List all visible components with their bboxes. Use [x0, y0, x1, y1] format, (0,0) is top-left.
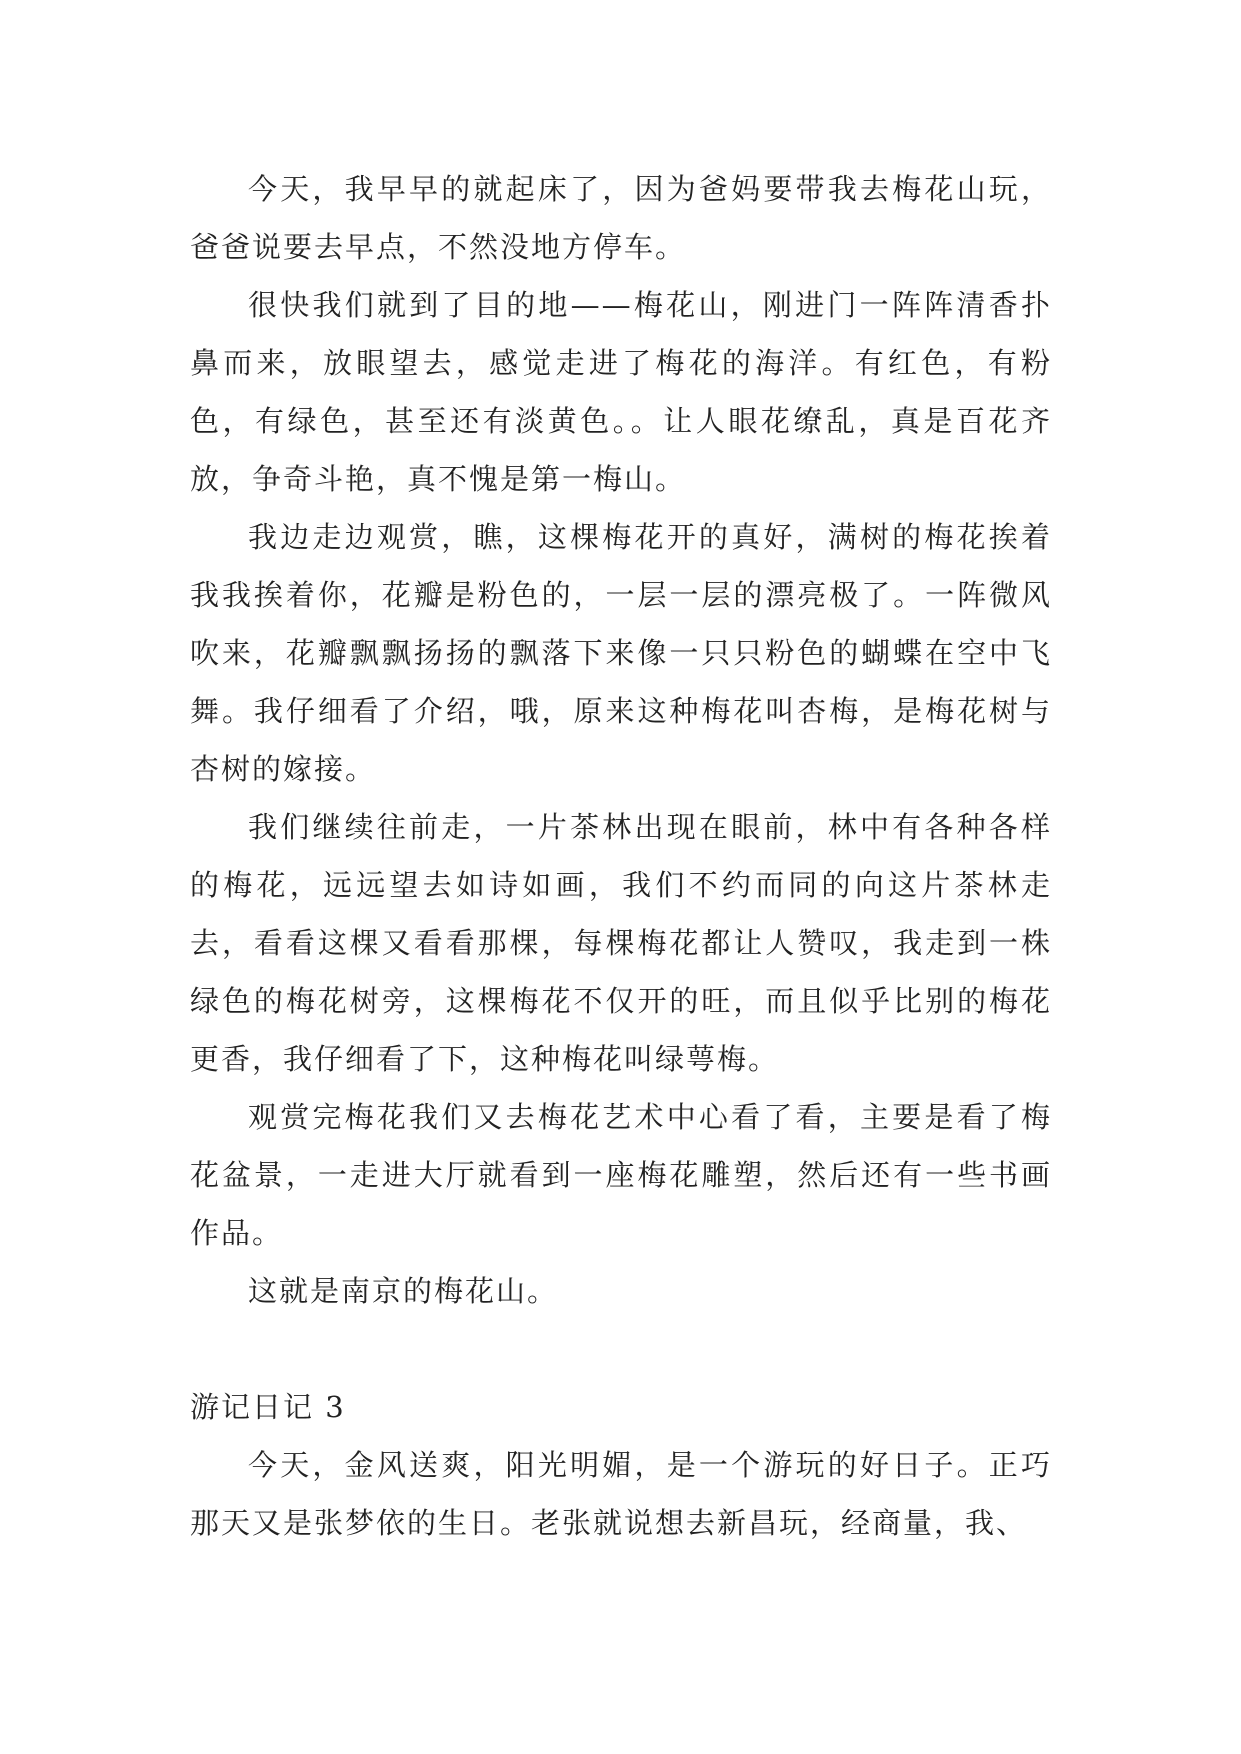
paragraph-conclusion: 这就是南京的梅花山。: [248, 1274, 559, 1308]
document-body: [190, 160, 1052, 1552]
section-heading: 游记日记 3: [190, 1390, 346, 1424]
paragraph-tea-grove: 我们继续往前走，一片茶林出现在眼前，林中有各种各样的梅花，远远望去如诗如画，我们不约而同的向这片茶林走去，看看这棵又看看那棵，每棵梅花都让人赞叹，我走到一株绿色的梅花树旁，这棵梅花不仅开的旺，而且似乎比别的梅花更香，我仔细看了下，这种梅花叫绿萼梅。: [190, 810, 1052, 1076]
paragraph-arrival: 很快我们就到了目的地——梅花山，刚进门一阵阵清香扑鼻而来，放眼望去，感觉走进了梅花的海洋。有红色，有粉色，有绿色，甚至还有淡黄色。。让人眼花缭乱，真是百花齐放，争奇斗艳，真不愧是第一梅山。: [190, 288, 1052, 496]
paragraph-next-trip: 今天，金风送爽，阳光明媚，是一个游玩的好日子。正巧那天又是张梦依的生日。老张就说想去新昌玩，经商量，我、: [190, 1448, 1052, 1540]
paragraph-getting-up: 今天，我早早的就起床了，因为爸妈要带我去梅花山玩，爸爸说要去早点，不然没地方停车。: [190, 172, 1052, 264]
paragraph-apricot-plum: 我边走边观赏，瞧，这棵梅花开的真好，满树的梅花挨着我我挨着你，花瓣是粉色的，一层一层的漂亮极了。一阵微风吹来，花瓣飘飘扬扬的飘落下来像一只只粉色的蝴蝶在空中飞舞。我仔细看了介绍，哦，原来这种梅花叫杏梅，是梅花树与杏树的嫁接。: [190, 520, 1052, 786]
paragraph-art-center: 观赏完梅花我们又去梅花艺术中心看了看，主要是看了梅花盆景，一走进大厅就看到一座梅花雕塑，然后还有一些书画作品。: [190, 1100, 1052, 1250]
